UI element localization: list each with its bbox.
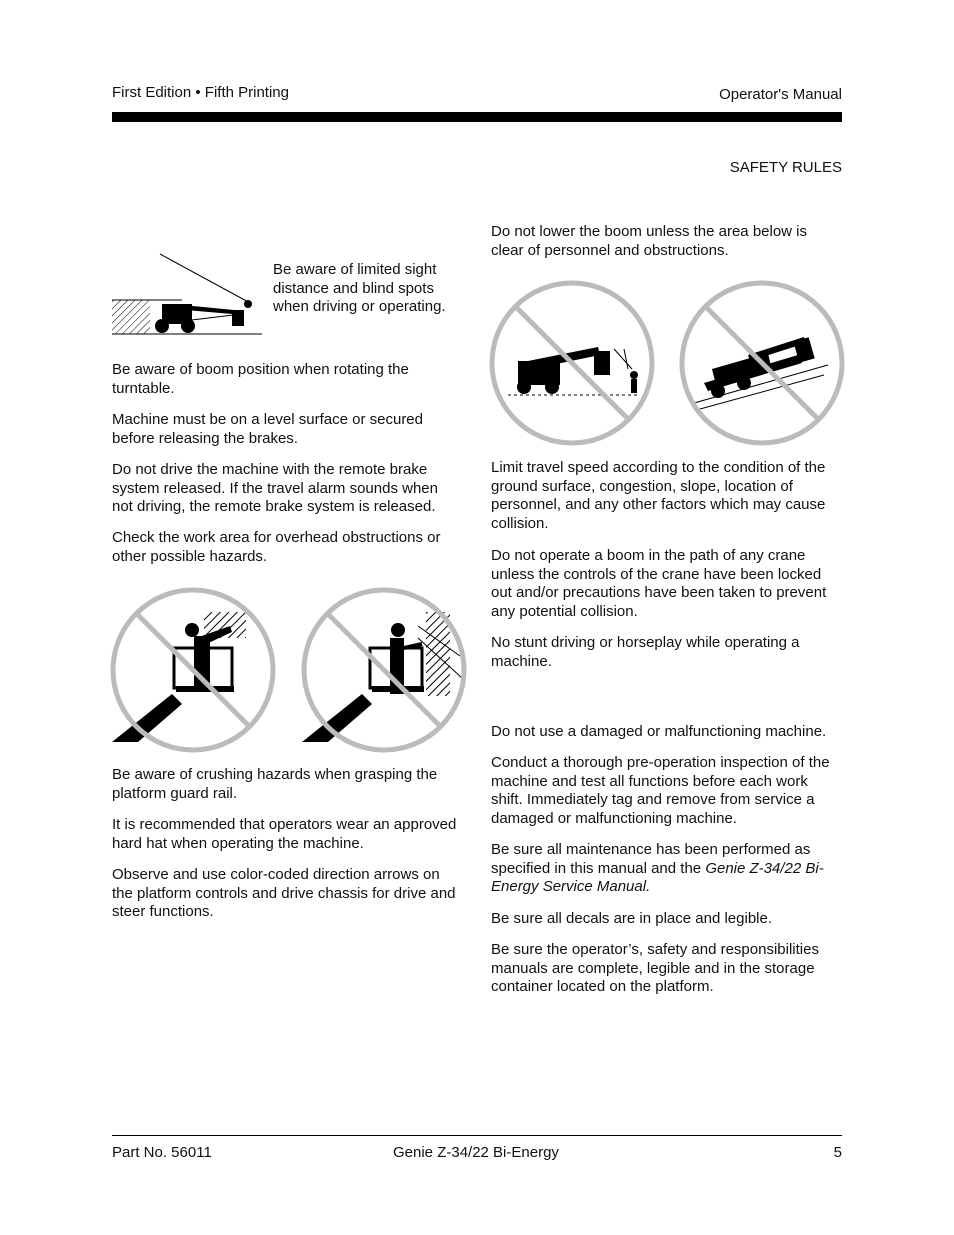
blind-spot-illustration [112,252,264,338]
manual-title: Operator's Manual [719,86,842,103]
slope-travel-illustration [678,279,848,449]
lower-boom-illustration [488,279,658,449]
inspection-text: Conduct a thorough pre-operation inspection of the machine and test all functions before each work shift. Immediately tag and remove from service a damaged or malfunctioning machine. [491,754,830,828]
model-name: Genie Z-34/22 Bi-Energy [393,1144,559,1161]
head-injury-illustration [300,586,470,756]
damaged-machine-text: Do not use a damaged or malfunctioning machine. [491,723,827,740]
remote-brake-text: Do not drive the machine with the remote brake system released. If the travel alarm sounds when not driving, the remote brake system is released. [112,461,438,516]
overhead-obstructions-text: Check the work area for overhead obstructions or other possible hazards. [112,529,441,565]
level-surface-text: Machine must be on a level surface or secured before releasing the brakes. [112,411,423,447]
lower-boom-text: Do not lower the boom unless the area below is clear of personnel and obstructions. [491,223,808,259]
travel-speed-text: Limit travel speed according to the condition of the ground surface, congestion, slope, location of personnel, and any other factors which may cause collision. [491,459,826,533]
hard-hat-text: It is recommended that operators wear an approved hard hat when operating the machine. [112,816,457,852]
crushing-hazard-illustration [110,586,280,756]
manuals-text: Be sure the operator’s, safety and responsibilities manuals are complete, legible and in the storage container located on the platform. [491,941,819,996]
maintenance-text [491,841,843,897]
stunt-driving-text: No stunt driving or horseplay while operating a machine. [491,634,800,670]
header-rule [112,112,842,122]
direction-arrows-text: Observe and use color-coded direction arrows on the platform controls and drive chassis for drive and steer functions. [112,866,456,921]
maintenance-text-body: Be sure all maintenance has been performed as specified in this manual and the [491,841,811,877]
sight-distance-text: Be aware of limited sight distance and blind spots when driving or operating. [273,261,446,316]
footer-rule [112,1135,842,1136]
service-manual-title: Genie Z-34/22 Bi-Energy Service Manual. [491,859,824,896]
section-title: SAFETY RULES [729,159,842,176]
crane-path-text: Do not operate a boom in the path of any crane unless the controls of the crane have been locked out and/or precautions have been taken to prevent any potential collision. [491,547,827,621]
page-number: 5 [833,1144,842,1161]
decals-text: Be sure all decals are in place and legible. [491,910,773,927]
crushing-hazard-text: Be aware of crushing hazards when grasping the platform guard rail. [112,766,438,802]
boom-position-text: Be aware of boom position when rotating the turntable. [112,361,409,397]
edition-label: First Edition • Fifth Printing [112,84,289,101]
part-number: Part No. 56011 [112,1144,212,1161]
